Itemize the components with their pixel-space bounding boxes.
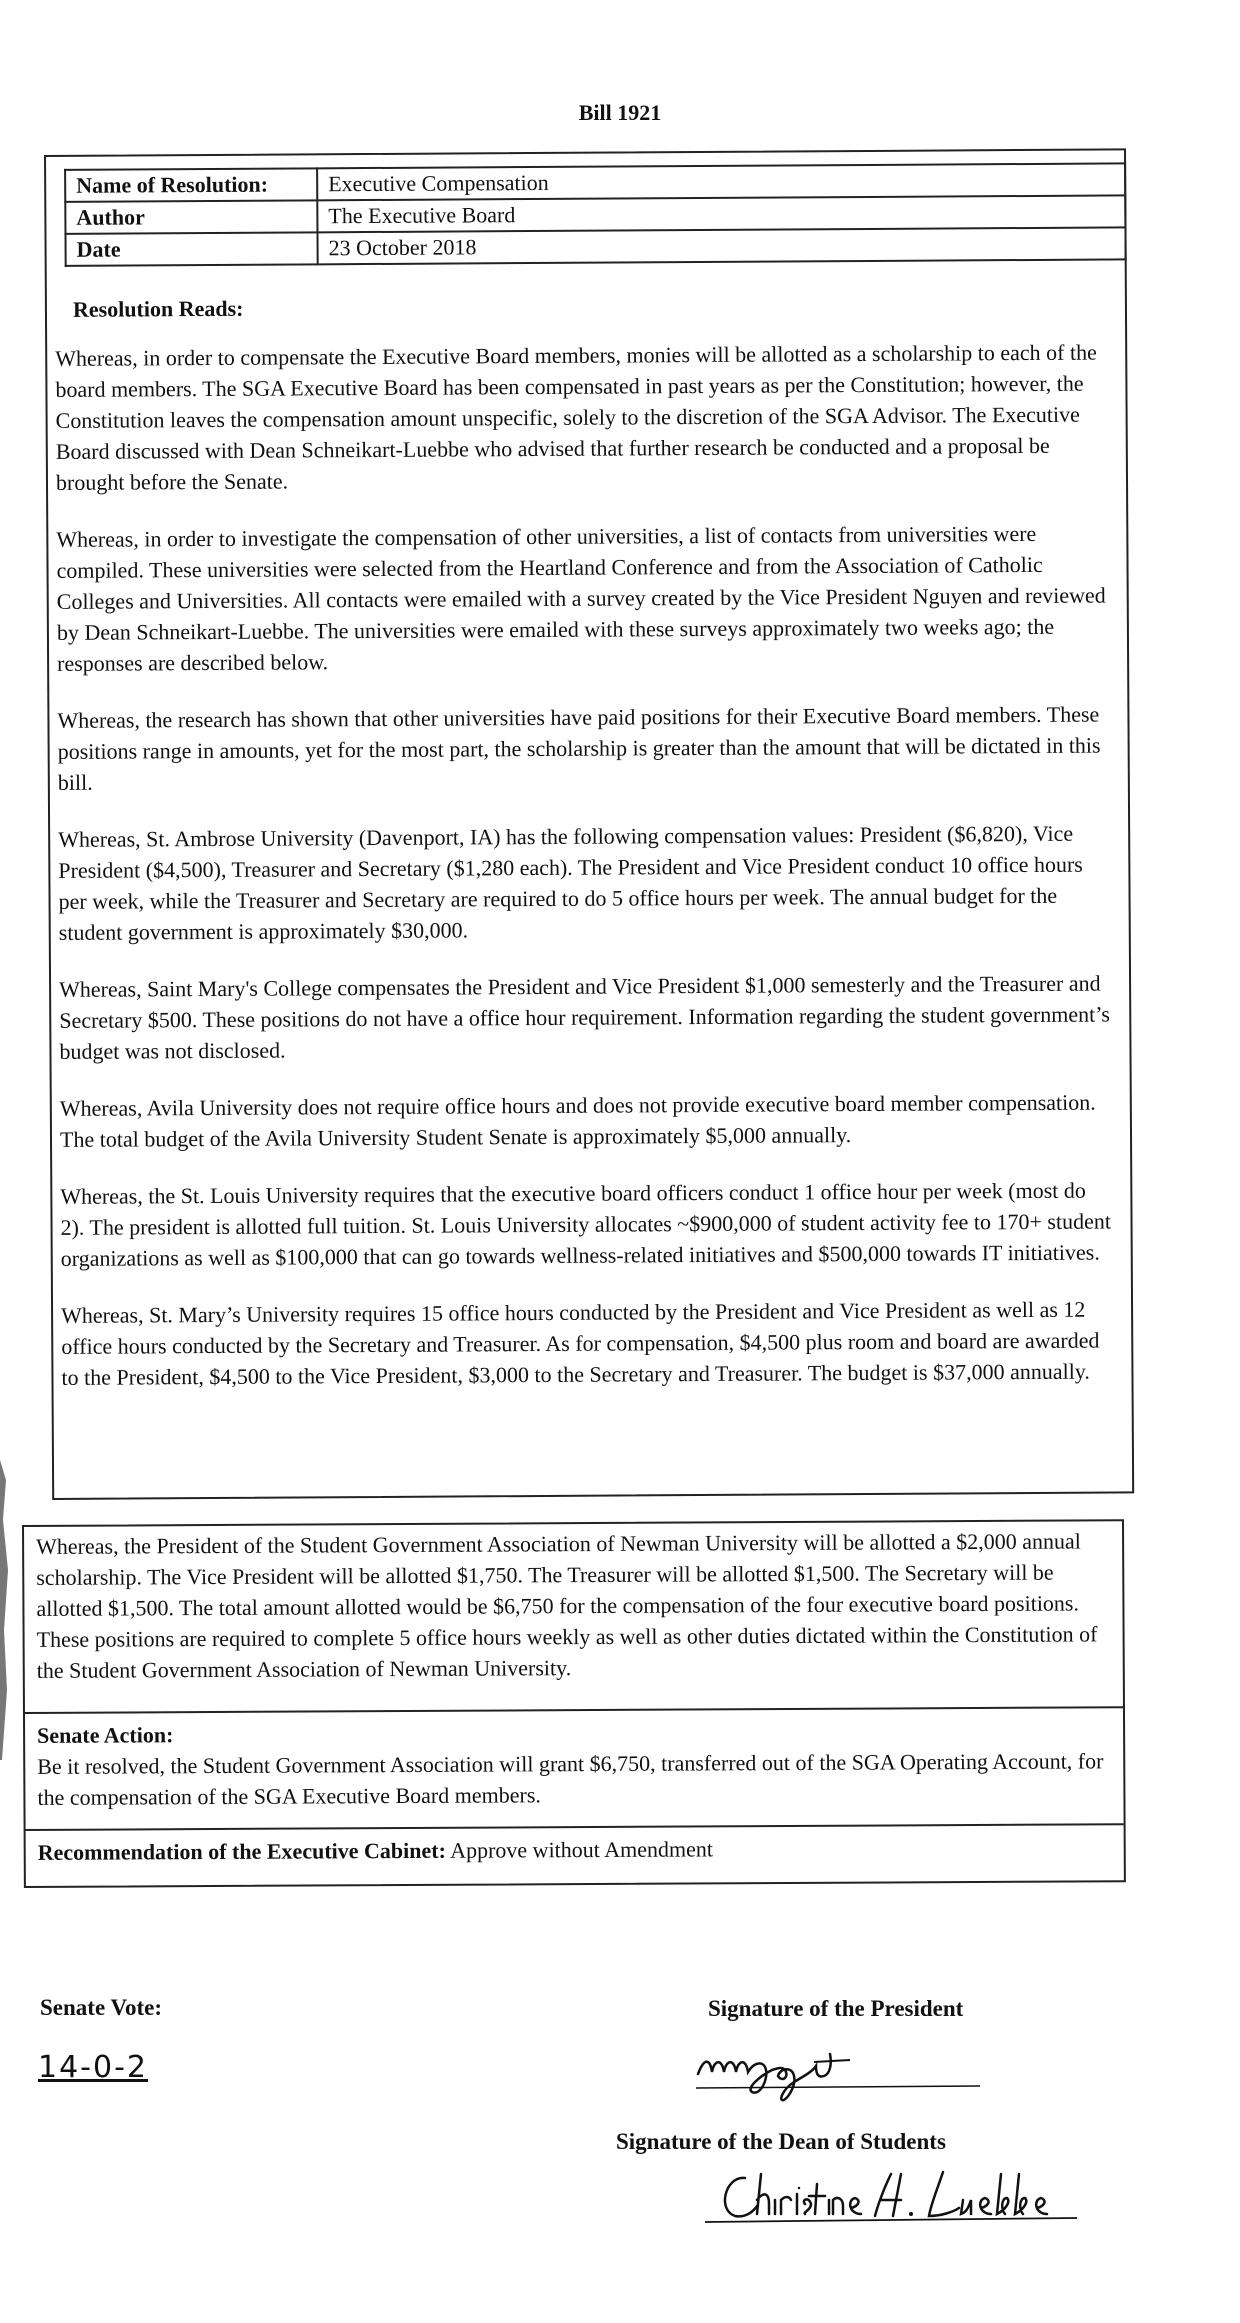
action-frame [22, 1519, 1126, 1888]
resolution-heading: Resolution Reads: [72, 295, 244, 322]
whereas-list [55, 337, 1114, 1419]
whereas-clause: Whereas, St. Mary’s University requires 15 office hours conducted by the President and Vice President as well as 12 office hours conducted by the Secretary and Treasurer. As for compensation, $4,500 plus room and board are awarded to the President, $4,500 to the Vice President, $3,000 to the Secretary and Treasurer. The budget is $37,000 annually. [61, 1296, 1100, 1390]
meta-value-date: 23 October 2018 [317, 227, 1125, 264]
senate-vote-value: 14-0-2 [38, 2050, 148, 2085]
senate-action-section [25, 1708, 1124, 1831]
whereas-clause: Whereas, in order to compensate the Executive Board members, monies will be allotted as a scholarship to each of the board members. The SGA Executive Board has been compensated in past years as per the Constitution; however, the Constitution leaves the compensation amount unspecific, solely to the discretion of the SGA Advisor. The Executive Board discussed with Dean Schneikart-Luebbe who advised that further research be conducted and a proposal be brought before the Senate. [55, 339, 1097, 495]
resolution-frame [44, 148, 1134, 1500]
senate-action-text: Be it resolved, the Student Government Association will grant $6,750, transferred out of the SGA Operating Account, for the compensation of the SGA Executive Board members. [37, 1748, 1104, 1810]
recommendation-section [26, 1825, 1124, 1886]
meta-key-name: Name of Resolution: [65, 168, 317, 202]
whereas-clause: Whereas, in order to investigate the compensation of other universities, a list of contacts from universities were compiled. These universities were selected from the Heartland Conference and from the Association of Catholic Colleges and Universities. All contacts were emailed with a survey created by the Vice President Nguyen and reviewed by Dean Schneikart-Luebbe. The universities were emailed with these surveys approximately two weeks ago; the responses are described below. [56, 520, 1106, 676]
whereas-clause: Whereas, the research has shown that other universities have paid positions for their Executive Board members. These positions range in amounts, yet for the most part, the scholarship is greater than the amount that will be dictated in this bill. [57, 701, 1101, 795]
final-whereas-clause: Whereas, the President of the Student Government Association of Newman University will be allotted a $2,000 annual scholarship. The Vice President will be allotted $1,750. The Treasurer will be allotted $1,500. The Secretary will be allotted $1,500. The total amount allotted would be $6,750 for the compensation of the four executive board positions. These positions are required to complete 5 office hours weekly as well as other duties dictated within the Constitution of the Student Government Association of Newman University. [24, 1521, 1123, 1714]
meta-key-date: Date [65, 232, 317, 266]
senate-action-label: Senate Action: [37, 1722, 174, 1748]
recommendation-text: Approve without Amendment [445, 1836, 713, 1863]
bill-title: Bill 1921 [578, 100, 662, 125]
whereas-clause: Whereas, Saint Mary's College compensates the President and Vice President $1,000 semesterly and the Treasurer and Secretary $500. These positions do not have a office hour requirement. Information regarding the student government’s budget was not disclosed. [59, 970, 1110, 1064]
recommendation-label: Recommendation of the Executive Cabinet: [37, 1837, 446, 1865]
meta-value-name: Executive Compensation [317, 163, 1125, 200]
dean-signature [705, 2160, 1085, 2245]
resolution-meta-table [64, 162, 1127, 266]
whereas-clause: Whereas, the St. Louis University requires that the executive board officers conduct 1 office hour per week (most do 2). The president is allotted full tuition. St. Louis University allocates ~$900,000 of student activity fee to 170+ student organizations as well as $100,000 that can go towards wellness-related initiatives and $500,000 towards IT initiatives. [60, 1177, 1112, 1271]
dean-signature-label: Signature of the Dean of Students [616, 2129, 946, 2154]
scan-edge-artifact [0, 1460, 10, 1760]
whereas-clause: Whereas, Avila University does not require office hours and does not provide executive board member compensation. The total budget of the Avila University Student Senate is approximately $5,000 annually. [59, 1089, 1096, 1152]
meta-value-author: The Executive Board [317, 195, 1125, 232]
president-signature [690, 2036, 990, 2111]
president-signature-label: Signature of the President [708, 1996, 964, 2021]
meta-key-author: Author [65, 200, 317, 234]
whereas-clause: Whereas, St. Ambrose University (Davenport, IA) has the following compensation values: President ($6,820), Vice President ($4,500), Treasurer and Secretary ($1,280 each). The President and Vice President conduct 10 office hours per week, while the Treasurer and Secretary are required to do 5 office hours per week. The annual budget for the student government is approximately $30,000. [58, 820, 1083, 945]
meta-row-date [65, 227, 1125, 265]
senate-vote-label: Senate Vote: [40, 1995, 163, 2020]
